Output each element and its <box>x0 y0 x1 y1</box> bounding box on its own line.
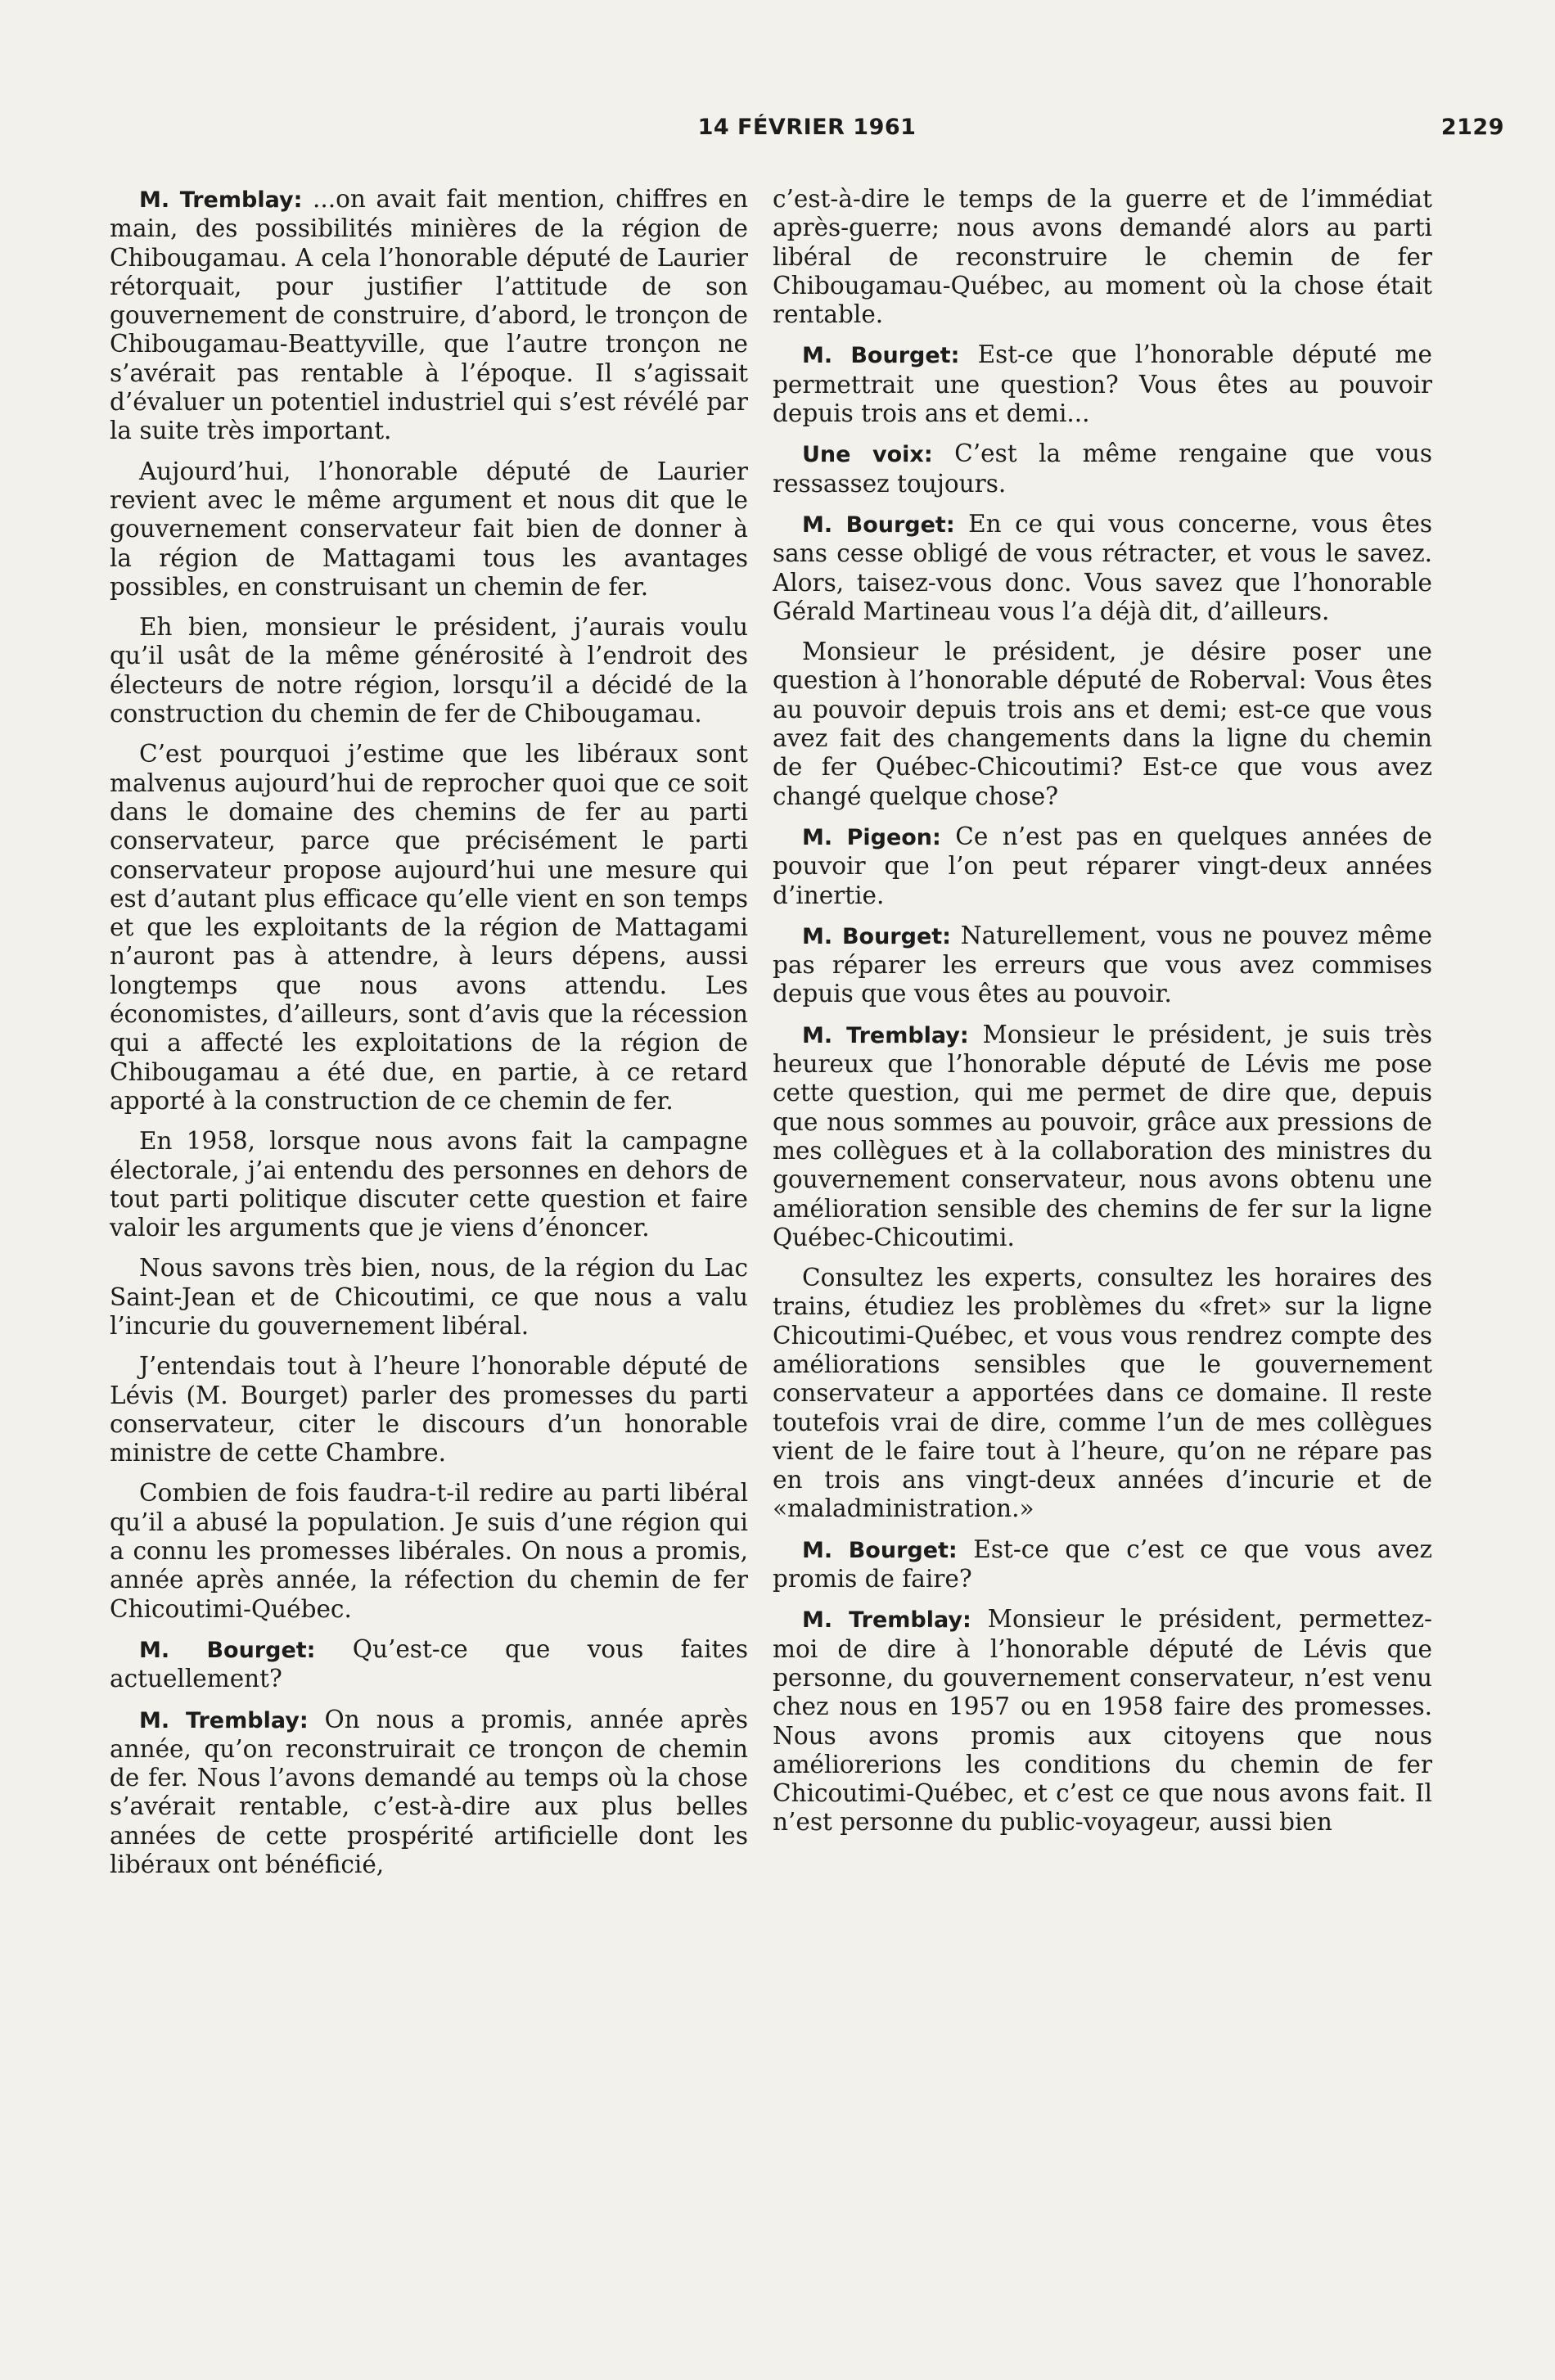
header-date: 14 FÉVRIER 1961 <box>697 115 917 140</box>
paragraph-text: C’est la même rengaine que vous ressassez toujours. <box>773 439 1432 498</box>
paragraph <box>773 1605 1432 1837</box>
paragraph-text: Nous savons très bien, nous, de la région du Lac Saint-Jean et de Chicoutimi, ce que nous a valu l’incurie du gouvernement libéral. <box>110 1254 748 1340</box>
paragraph <box>110 1352 748 1467</box>
paragraph <box>110 1127 748 1242</box>
paragraph-text: En 1958, lorsque nous avons fait la campagne électorale, j’ai entendu des personnes en dehors de tout parti politique discuter cette question et faire valoir les arguments que je viens d’énoncer. <box>110 1127 748 1242</box>
left-column <box>110 185 748 1891</box>
paragraph-text: Eh bien, monsieur le président, j’aurais voulu qu’il usât de la même générosité à l’endroit des électeurs de notre région, lorsqu’il a décidé de la construction du chemin de fer de Chibougamau. <box>110 613 748 728</box>
paragraph-text: Consultez les experts, consultez les horaires des trains, étudiez les problèmes du «fret» sur la ligne Chicoutimi-Québec, et vous vous rendrez compte des améliorations sensibles que le gouvernement conservateur a apportées dans ce domaine. Il reste toutefois vrai de dire, comme l’un de mes collègues vient de le faire tout à l’heure, qu’on ne répare pas en trois ans vingt-deux années d’incurie et de «maladministration.» <box>773 1264 1432 1523</box>
paragraph <box>110 1479 748 1623</box>
paragraph-text: Combien de fois faudra-t-il redire au parti libéral qu’il a abusé la population. Je suis d’une région qui a connu les promesses libérales. On nous a promis, année après année, la réfection du chemin de fer Chicoutimi-Québec. <box>110 1479 748 1623</box>
paragraph <box>773 922 1432 1009</box>
paragraph <box>773 340 1432 428</box>
paragraph <box>773 1264 1432 1524</box>
speaker-name: Une voix: <box>802 442 933 468</box>
paragraph <box>110 1254 748 1341</box>
paragraph-text: Est-ce que l’honorable député me permettrait une question? Vous êtes au pouvoir depuis trois ans et demi... <box>773 340 1432 428</box>
paragraph-text: C’est pourquoi j’estime que les libéraux sont malvenus aujourd’hui de reprocher quoi que ce soit dans le domaine des chemins de fer au parti conservateur, parce que précisément le parti conservateur propose aujourd’hui une mesure qui est d’autant plus efficace qu’elle vient en son temps et que les exploitants de la région de Mattagami n’auront pas à attendre, à leurs dépens, aussi longtemps que nous avons attendu. Les économistes, d’ailleurs, sont d’avis que la récession qui a affecté les exploitations de la région de Chibougamau a été due, en partie, à ce retard apporté à la construction de ce chemin de fer. <box>110 740 748 1115</box>
paragraph <box>773 823 1432 910</box>
paragraph-text: En ce qui vous concerne, vous êtes sans cesse obligé de vous rétracter, et vous le savez. Alors, taisez-vous donc. Vous savez que l’honorable Gérald Martineau vous l’a déjà dit, d’ailleurs. <box>773 509 1432 625</box>
paragraph-text: J’entendais tout à l’heure l’honorable député de Lévis (M. Bourget) parler des promesses du parti conservateur, citer le discours d’un honorable ministre de cette Chambre. <box>110 1352 748 1467</box>
paragraph-text: Monsieur le président, permettez-moi de dire à l’honorable député de Lévis que personne, du gouvernement conservateur, n’est venu chez nous en 1957 ou en 1958 faire des promesses. Nous avons promis aux citoyens que nous améliorerions les conditions du chemin de fer Chicoutimi-Québec, et c’est ce que nous avons fait. Il n’est personne du public-voyageur, aussi bien <box>773 1605 1432 1837</box>
paragraph <box>773 510 1432 626</box>
paragraph <box>773 638 1432 811</box>
paragraph-text: Monsieur le président, je désire poser une question à l’honorable député de Roberval: Vous êtes au pouvoir depuis trois ans et demi; est-ce que vous avez fait des changements dans la ligne du chemin de fer Québec-Chicoutimi? Est-ce que vous avez changé quelque chose? <box>773 638 1432 810</box>
paragraph-text: ...on avait fait mention, chiffres en main, des possibilités minières de la région de Chibougamau. A cela l’honorable député de Laurier rétorquait, pour justifier l’attitude de son gouvernement de construire, d’abord, le tronçon de Chibougamau-Beattyville, que l’autre tronçon ne s’avérait pas rentable à l’époque. Il s’agissait d’évaluer un potentiel industriel qui s’est révélé par la suite très important. <box>110 185 748 445</box>
paragraph-text: Naturellement, vous ne pouvez même pas réparer les erreurs que vous avez commises depuis que vous êtes au pouvoir. <box>773 921 1432 1008</box>
speaker-name: M. Tremblay: <box>139 1707 309 1733</box>
paragraph-text: Aujourd’hui, l’honorable député de Laurier revient avec le même argument et nous dit que le gouvernement conservateur fait bien de donner à la région de Mattagami tous les avantages possibles, en construisant un chemin de fer. <box>110 457 748 601</box>
paragraph-text: On nous a promis, année après année, qu’on reconstruirait ce tronçon de chemin de fer. Nous l’avons demandé au temps où la chose s’avérait rentable, c’est-à-dire aux plus belles années de cette prospérité artificielle dont les libéraux ont bénéficié, <box>110 1705 748 1879</box>
speaker-name: M. Pigeon: <box>802 824 941 850</box>
paragraph <box>110 1706 748 1880</box>
paragraph-text: Qu’est-ce que vous faites actuellement? <box>110 1634 748 1693</box>
paragraph <box>773 439 1432 498</box>
paragraph <box>110 613 748 728</box>
speaker-name: M. Bourget: <box>802 1537 958 1563</box>
paragraph <box>110 458 748 602</box>
speaker-name: M. Tremblay: <box>139 187 303 213</box>
paragraph-text: c’est-à-dire le temps de la guerre et de l’immédiat après-guerre; nous avons demandé alors au parti libéral de reconstruire le chemin de fer Chibougamau-Québec, au moment où la chose était rentable. <box>773 185 1432 329</box>
right-column <box>773 185 1432 1849</box>
paragraph <box>773 1535 1432 1594</box>
speaker-name: M. Bourget: <box>802 923 951 949</box>
speaker-name: M. Bourget: <box>139 1637 316 1663</box>
paragraph <box>110 740 748 1116</box>
page-number: 2129 <box>1440 115 1504 140</box>
paragraph-text: Ce n’est pas en quelques années de pouvoir que l’on peut réparer vingt-deux années d’inertie. <box>773 822 1432 909</box>
paragraph <box>110 185 748 446</box>
paragraph <box>773 1021 1432 1252</box>
paragraph-text: Est-ce que c’est ce que vous avez promis de faire? <box>773 1535 1432 1593</box>
speaker-name: M. Bourget: <box>802 512 955 538</box>
paragraph <box>110 1635 748 1694</box>
paragraph-text: Monsieur le président, je suis très heureux que l’honorable député de Lévis me pose cette question, qui me permet de dire que, depuis que nous sommes au pouvoir, grâce aux pressions de mes collègues et à la collaboration des ministres du gouvernement conservateur, nous avons obtenu une amélioration sensible des chemins de fer sur la ligne Québec-Chicoutimi. <box>773 1020 1432 1251</box>
speaker-name: M. Tremblay: <box>802 1607 971 1634</box>
paragraph <box>773 185 1432 329</box>
speaker-name: M. Tremblay: <box>802 1022 969 1048</box>
speaker-name: M. Bourget: <box>802 343 960 369</box>
running-header <box>110 115 1504 151</box>
